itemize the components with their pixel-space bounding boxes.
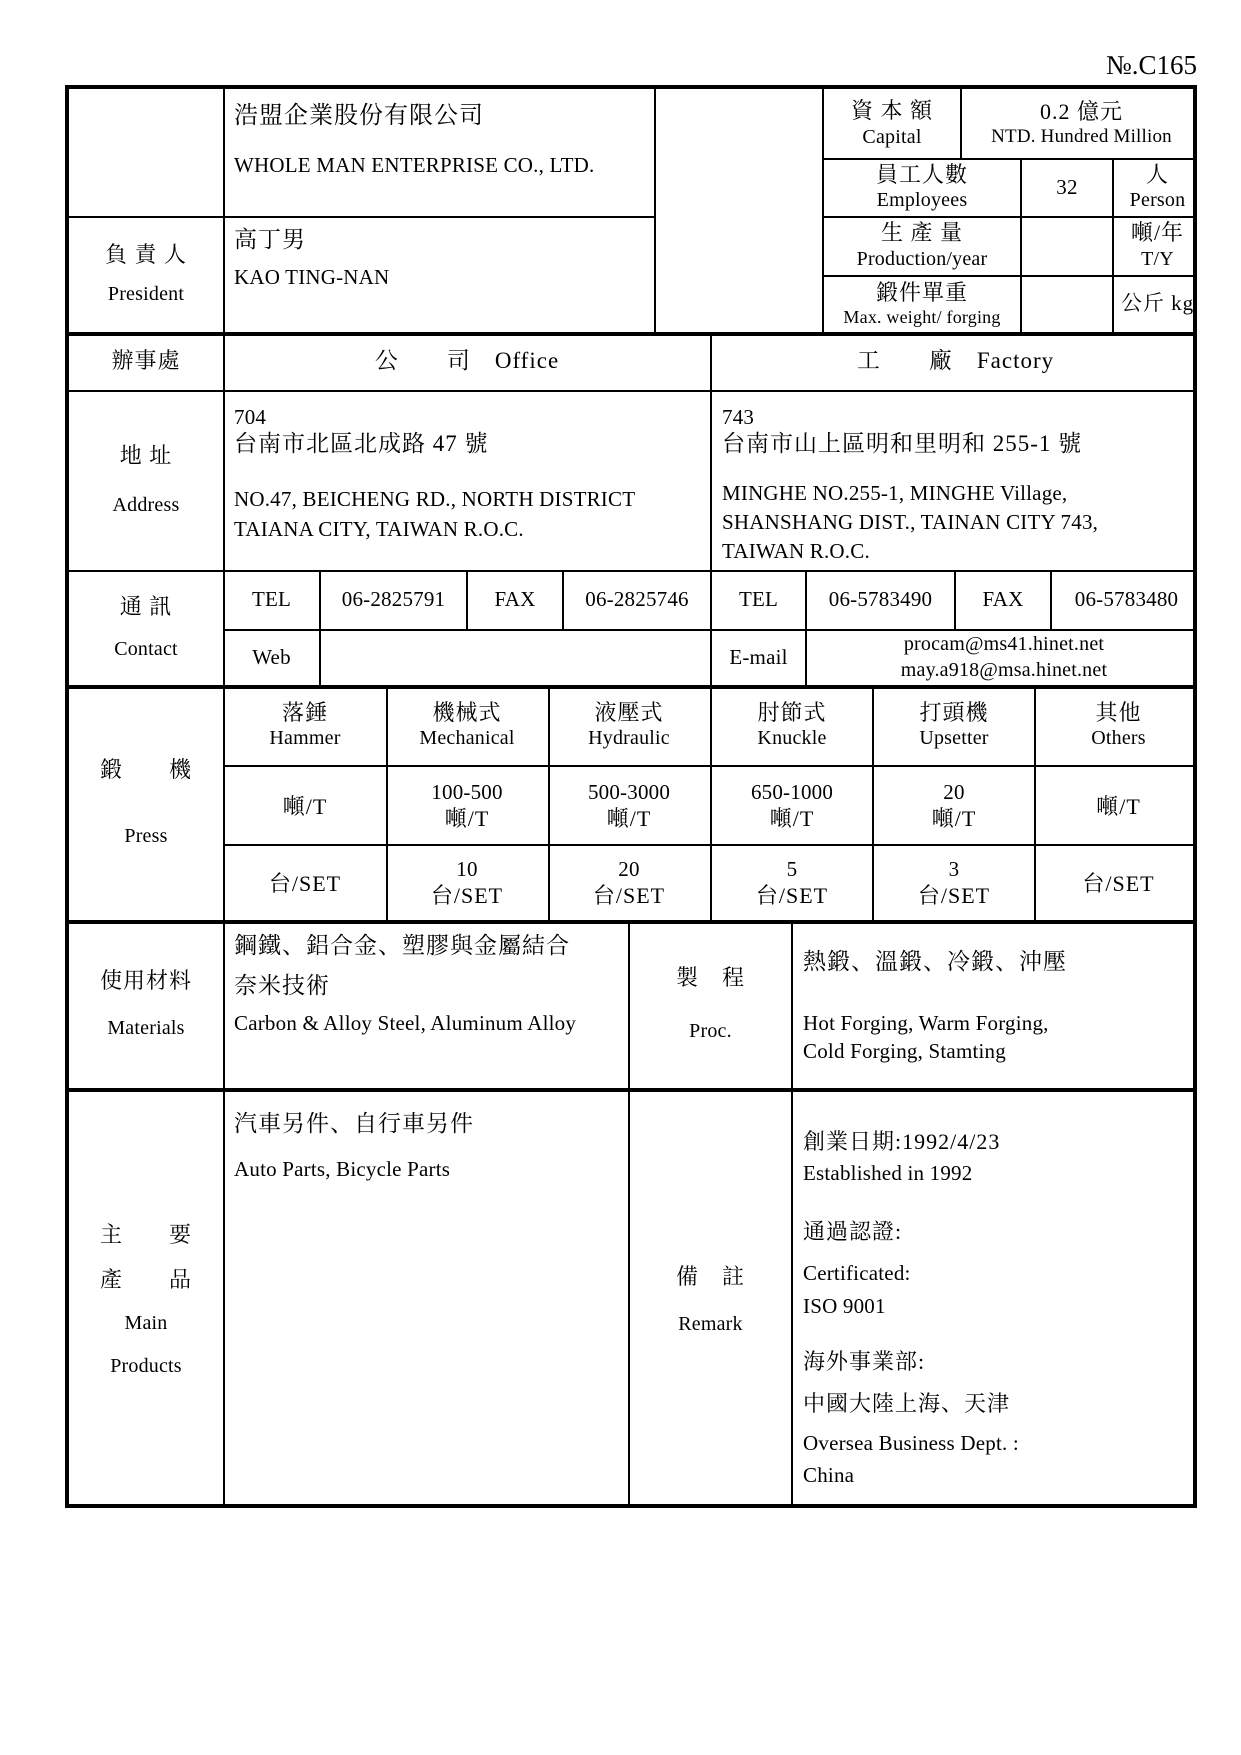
remark-line: 通過認證: xyxy=(803,1219,903,1244)
main-products-label-cn1: 主 要 xyxy=(99,1221,192,1247)
web-label: Web xyxy=(252,644,291,669)
factory-address-en-line3: TAIWAN R.O.C. xyxy=(722,539,870,563)
email-value-line1: procam@ms41.hinet.net xyxy=(903,633,1105,655)
office-fax-value-cell xyxy=(564,570,710,629)
press-type-knuckle-cell xyxy=(712,687,872,763)
fax-label: FAX xyxy=(494,587,536,612)
office-tel-label-cell xyxy=(224,570,319,629)
press-tons-upsetter-cell xyxy=(874,767,1034,844)
table-border xyxy=(69,390,1193,392)
materials-line3: Carbon & Alloy Steel, Aluminum Alloy xyxy=(234,1011,577,1035)
office-tel-value: 06-2825791 xyxy=(341,587,446,612)
press-type-others-cell xyxy=(1036,687,1201,763)
press-label-cn: 鍛 機 xyxy=(99,757,192,783)
press-sets-value: 20 xyxy=(618,857,640,882)
president-label-cell xyxy=(69,217,223,331)
employees-unit-cell xyxy=(1114,158,1201,216)
remark-label-cn: 備 註 xyxy=(675,1263,745,1289)
factory-header-cell xyxy=(710,332,1201,390)
press-sets-hydraulic-cell xyxy=(548,846,710,920)
fax-label: FAX xyxy=(982,587,1024,612)
press-type-mechanical-cell xyxy=(386,687,548,763)
press-sets-unit: 台/SET xyxy=(917,883,991,909)
press-type-hydraulic-cell xyxy=(548,687,710,763)
press-tons-unit: 噸/T xyxy=(931,805,977,831)
contact-label-cn: 通 訊 xyxy=(119,594,173,620)
process-line3: Cold Forging, Stamting xyxy=(803,1039,1006,1063)
press-type-en: Hammer xyxy=(269,727,341,750)
location-row-label-cell xyxy=(69,332,223,390)
office-header-cell xyxy=(224,332,710,390)
press-tons-unit: 噸/T xyxy=(1096,793,1141,819)
press-label-en: Press xyxy=(124,824,168,847)
factory-fax-value-cell xyxy=(1052,570,1201,629)
email-label: E-mail xyxy=(729,644,788,669)
factory-address-en-line2: SHANSHANG DIST., TAINAN CITY 743, xyxy=(722,510,1099,534)
address-label-en: Address xyxy=(112,494,180,517)
employees-value-cell xyxy=(1022,158,1112,216)
press-type-en: Knuckle xyxy=(757,727,827,750)
remark-line: 中國大陸上海、天津 xyxy=(803,1391,1011,1416)
capital-unit: NTD. Hundred Million xyxy=(991,126,1172,148)
web-label-cell xyxy=(224,629,319,685)
table-border xyxy=(654,89,656,332)
press-tons-hammer-cell xyxy=(224,767,386,844)
remark-line: China xyxy=(803,1463,855,1487)
remark-line: ISO 9001 xyxy=(803,1294,886,1318)
press-type-cn: 其他 xyxy=(1095,699,1142,725)
remark-line: Oversea Business Dept. : xyxy=(803,1431,1019,1455)
factory-tel-label-cell xyxy=(712,570,805,629)
products-line2: Auto Parts, Bicycle Parts xyxy=(234,1157,451,1181)
press-type-cn: 液壓式 xyxy=(594,699,664,725)
tel-label: TEL xyxy=(251,587,292,612)
press-sets-knuckle-cell xyxy=(712,846,872,920)
capital-value-cell xyxy=(962,89,1201,158)
company-name-en: WHOLE MAN ENTERPRISE CO., LTD. xyxy=(234,153,595,177)
employees-label-en: Employees xyxy=(876,189,968,212)
press-tons-others-cell xyxy=(1036,767,1201,844)
press-tons-value: 20 xyxy=(943,779,965,804)
president-name-en: KAO TING-NAN xyxy=(234,265,390,289)
factory-zip: 743 xyxy=(722,405,755,429)
employees-unit-en: Person xyxy=(1129,189,1186,212)
materials-line2: 奈米技術 xyxy=(234,973,330,998)
production-unit-en: T/Y xyxy=(1141,247,1174,270)
office-tel-value-cell xyxy=(321,570,466,629)
production-unit-cn: 噸/年 xyxy=(1130,220,1185,246)
press-sets-unit: 台/SET xyxy=(592,883,666,909)
address-label-cell xyxy=(69,390,223,570)
production-value-cell xyxy=(1022,216,1112,275)
process-line1: 熱鍛、溫鍛、冷鍛、沖壓 xyxy=(803,949,1067,974)
remark-label-en: Remark xyxy=(678,1313,743,1336)
press-sets-value: 5 xyxy=(786,857,798,882)
remark-label-cell xyxy=(628,1088,793,1512)
process-line2: Hot Forging, Warm Forging, xyxy=(803,1011,1049,1035)
press-sets-unit: 台/SET xyxy=(755,883,829,909)
office-address-cn: 台南市北區北成路 47 號 xyxy=(234,431,489,456)
remark-line: Established in 1992 xyxy=(803,1161,973,1185)
press-tons-unit: 噸/T xyxy=(606,805,652,831)
materials-label-cell xyxy=(69,920,223,1088)
document-number: №.C165 xyxy=(1105,50,1197,80)
press-tons-unit: 噸/T xyxy=(444,805,490,831)
press-tons-hydraulic-cell xyxy=(548,767,710,844)
max-weight-label-cn: 鍛件單重 xyxy=(875,279,968,305)
max-weight-label-cell xyxy=(824,275,1020,332)
press-sets-value: 3 xyxy=(948,857,960,882)
press-type-cn: 打頭機 xyxy=(919,699,989,725)
process-label-cell xyxy=(628,920,793,1088)
press-sets-unit: 台/SET xyxy=(1082,871,1155,897)
office-fax-value: 06-2825746 xyxy=(585,587,689,612)
factory-fax-label-cell xyxy=(956,570,1050,629)
address-label-cn: 地 址 xyxy=(119,442,173,468)
factory-tel-value: 06-5783490 xyxy=(828,587,933,612)
process-label-cn: 製 程 xyxy=(675,964,745,990)
press-tons-value: 100-500 xyxy=(431,779,503,804)
president-label-en: President xyxy=(107,283,185,306)
company-profile-table xyxy=(65,85,1197,1508)
main-products-label-cn2: 產 品 xyxy=(99,1267,192,1292)
factory-header-label: 工 廠 Factory xyxy=(856,347,1055,373)
tel-label: TEL xyxy=(738,587,779,612)
process-label-en: Proc. xyxy=(689,1020,732,1043)
office-address-en-line2: TAIANA CITY, TAIWAN R.O.C. xyxy=(234,517,524,541)
remark-line: 創業日期:1992/4/23 xyxy=(803,1129,1001,1154)
office-address-en-line1: NO.47, BEICHENG RD., NORTH DISTRICT xyxy=(234,487,636,511)
main-products-label-cell xyxy=(69,1088,223,1512)
employees-value: 32 xyxy=(1056,174,1078,199)
factory-tel-value-cell xyxy=(807,570,954,629)
contact-label-en: Contact xyxy=(114,637,178,660)
employees-label-cn: 員工人數 xyxy=(875,161,968,187)
press-label-cell xyxy=(69,685,223,920)
factory-address-cn: 台南市山上區明和里明和 255-1 號 xyxy=(722,431,1083,456)
max-weight-unit-cell xyxy=(1114,275,1201,332)
press-type-cn: 肘節式 xyxy=(757,699,827,725)
press-type-cn: 落錘 xyxy=(281,699,328,725)
remark-line: 海外事業部: xyxy=(803,1349,926,1374)
press-sets-hammer-cell xyxy=(224,846,386,920)
office-zip: 704 xyxy=(234,405,267,429)
max-weight-label-en: Max. weight/ forging xyxy=(843,306,1001,327)
production-label-en: Production/year xyxy=(856,247,988,270)
capital-label-en: Capital xyxy=(862,125,922,148)
press-sets-unit: 台/SET xyxy=(430,883,504,909)
location-row-label: 辦事處 xyxy=(111,348,181,374)
press-sets-mechanical-cell xyxy=(386,846,548,920)
production-label-cn: 生 產 量 xyxy=(880,220,963,246)
press-sets-others-cell xyxy=(1036,846,1201,920)
materials-label-en: Materials xyxy=(107,1017,185,1040)
employees-label-cell xyxy=(824,158,1020,216)
president-label-cn: 負 責 人 xyxy=(104,241,187,267)
office-fax-label-cell xyxy=(468,570,562,629)
email-value-cell xyxy=(807,629,1201,685)
press-tons-value: 500-3000 xyxy=(587,779,671,804)
materials-line1: 鋼鐵、鋁合金、塑膠與金屬結合 xyxy=(234,933,570,958)
press-sets-upsetter-cell xyxy=(874,846,1034,920)
press-tons-unit: 噸/T xyxy=(282,793,328,819)
press-type-en: Hydraulic xyxy=(588,727,670,750)
remark-line: Certificated: xyxy=(803,1261,911,1285)
email-value-line2: may.a918@msa.hinet.net xyxy=(900,659,1108,681)
factory-address-en-line1: MINGHE NO.255-1, MINGHE Village, xyxy=(722,481,1068,505)
contact-label-cell xyxy=(69,570,223,685)
company-name-cn: 浩盟企業股份有限公司 xyxy=(234,103,484,129)
production-unit-cell xyxy=(1114,216,1201,275)
press-type-en: Others xyxy=(1091,727,1146,750)
press-tons-value: 650-1000 xyxy=(750,779,834,804)
press-tons-knuckle-cell xyxy=(712,767,872,844)
factory-fax-value: 06-5783480 xyxy=(1074,587,1179,612)
press-type-upsetter-cell xyxy=(874,687,1034,763)
max-weight-value-cell xyxy=(1022,275,1112,332)
capital-label-cn: 資 本 額 xyxy=(850,98,933,124)
employees-unit-cn: 人 xyxy=(1145,161,1169,187)
main-products-label-en2: Products xyxy=(110,1355,182,1378)
email-label-cell xyxy=(712,629,805,685)
main-products-label-en1: Main xyxy=(124,1312,168,1335)
materials-label-cn: 使用材料 xyxy=(99,967,192,993)
press-type-cn: 機械式 xyxy=(432,699,502,725)
press-type-hammer-cell xyxy=(224,687,386,763)
press-tons-unit: 噸/T xyxy=(769,805,815,831)
press-sets-unit: 台/SET xyxy=(268,871,342,897)
office-header-label: 公 司 Office xyxy=(374,347,560,373)
president-name-cn: 高丁男 xyxy=(234,227,306,252)
press-type-en: Mechanical xyxy=(419,727,515,750)
capital-label-cell xyxy=(824,89,960,158)
max-weight-unit: 公斤 kg xyxy=(1120,291,1195,316)
production-label-cell xyxy=(824,216,1020,275)
capital-value: 0.2 億元 xyxy=(1039,98,1123,124)
press-tons-mechanical-cell xyxy=(386,767,548,844)
press-sets-value: 10 xyxy=(456,857,478,882)
products-line1: 汽車另件、自行車另件 xyxy=(234,1111,474,1136)
web-value-cell xyxy=(321,629,710,685)
press-type-en: Upsetter xyxy=(919,727,989,750)
